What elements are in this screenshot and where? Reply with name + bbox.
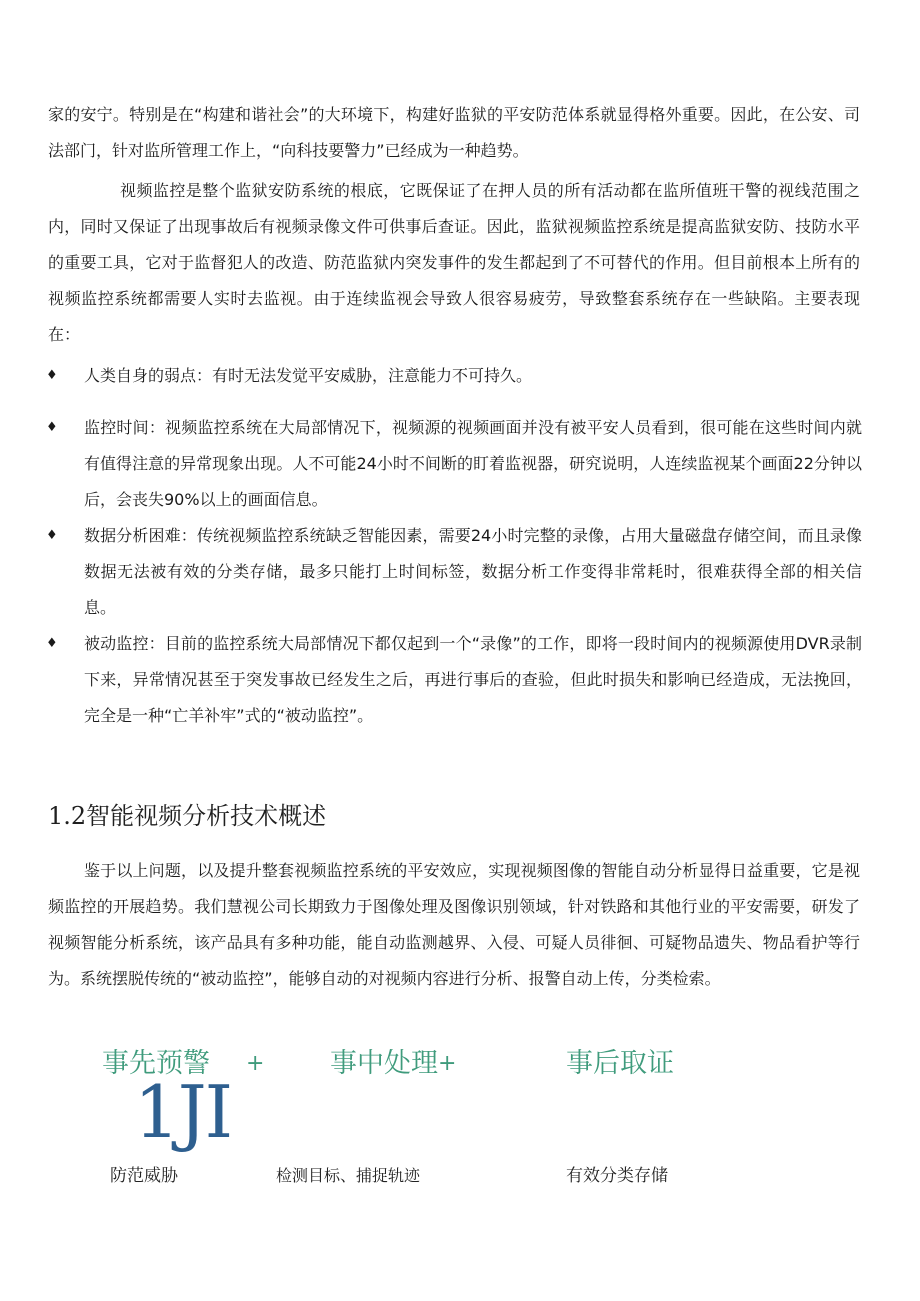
- flow-step-handling: 事中处理: [330, 1048, 438, 1079]
- list-item-text: 被动监控：目前的监控系统大局部情况下都仅起到一个“录像”的工作，即将一段时间内的视频源使用DVR录制下来，异常情况甚至于突发事故已经发生之后，再进行事后的查验，但此时损失和影响已经造成，无法挽回，完全是一种“亡羊补牢”式的“被动监控”。: [84, 634, 862, 725]
- caption-prevent-threat: 防范威胁: [110, 1166, 178, 1186]
- list-item: [40, 358, 862, 394]
- logo-graphic: 1JI: [134, 1070, 232, 1154]
- diamond-bullet-icon: ♦: [46, 420, 58, 435]
- video-monitoring-paragraph: 视频监控是整个监狱安防系统的根底，它既保证了在押人员的所有活动都在监所值班干警的视线范围之内，同时又保证了出现事故后有视频录像文件可供事后查证。因此，监狱视频监控系统是提高监狱安防、技防水平的重要工具，它对于监督犯人的改造、防范监狱内突发事件的发生都起到了不可替代的作用。但目前根本上所有的视频监控系统都需要人实时去监视。由于连续监视会导致人很容易疲劳，导致整套系统存在一些缺陷。主要表现在：: [48, 181, 860, 344]
- flow-step-evidence: 事后取证: [566, 1048, 674, 1079]
- list-item-text: 监控时间：视频监控系统在大局部情况下，视频源的视频画面并没有被平安人员看到，很可能在这些时间内就有值得注意的异常现象出现。人不可能24小时不间断的盯着监视器，研究说明，人连续监视某个画面22分钟以后，会丧失90%以上的画面信息。: [84, 418, 862, 509]
- list-item: [40, 626, 862, 734]
- diamond-bullet-icon: ♦: [46, 528, 58, 543]
- flow-step-early-warning: 事先预警: [102, 1048, 210, 1079]
- flow-plus-sign: +: [246, 1051, 265, 1076]
- caption-storage: 有效分类存储: [566, 1166, 668, 1186]
- diamond-bullet-icon: ♦: [46, 636, 58, 651]
- diamond-bullet-icon: ♦: [46, 368, 58, 383]
- list-item-text: 人类自身的弱点：有时无法发觉平安威胁，注意能力不可持久。: [84, 366, 533, 385]
- list-item: [40, 410, 862, 518]
- list-item-text: 数据分析困难：传统视频监控系统缺乏智能因素，需要24小时完整的录像，占用大量磁盘存储空间，而且录像数据无法被有效的分类存储，最多只能打上时间标签，数据分析工作变得非常耗时，很难获得全部的相关信息。: [84, 526, 862, 617]
- list-item: [40, 518, 862, 626]
- section-paragraph: 鉴于以上问题，以及提升整套视频监控系统的平安效应，实现视频图像的智能自动分析显得日益重要，它是视频监控的开展趋势。我们慧视公司长期致力于图像处理及图像识别领域，针对铁路和其他行业的平安需要，研发了视频智能分析系统，该产品具有多种功能，能自动监测越界、入侵、可疑人员徘徊、可疑物品遗失、物品看护等行为。系统摆脱传统的“被动监控”，能够自动的对视频内容进行分析、报警自动上传，分类检索。: [48, 861, 860, 988]
- deficiency-list: [40, 358, 862, 734]
- intro-paragraph: 家的安宁。特别是在“构建和谐社会”的大环境下，构建好监狱的平安防范体系就显得格外重要。因此，在公安、司法部门，针对监所管理工作上，“向科技要警力”已经成为一种趋势。: [48, 105, 860, 160]
- flow-plus-sign: +: [438, 1051, 457, 1076]
- caption-detect-track: 检测目标、捕捉轨迹: [276, 1166, 421, 1185]
- section-heading: 1.2智能视频分析技术概述: [48, 802, 327, 830]
